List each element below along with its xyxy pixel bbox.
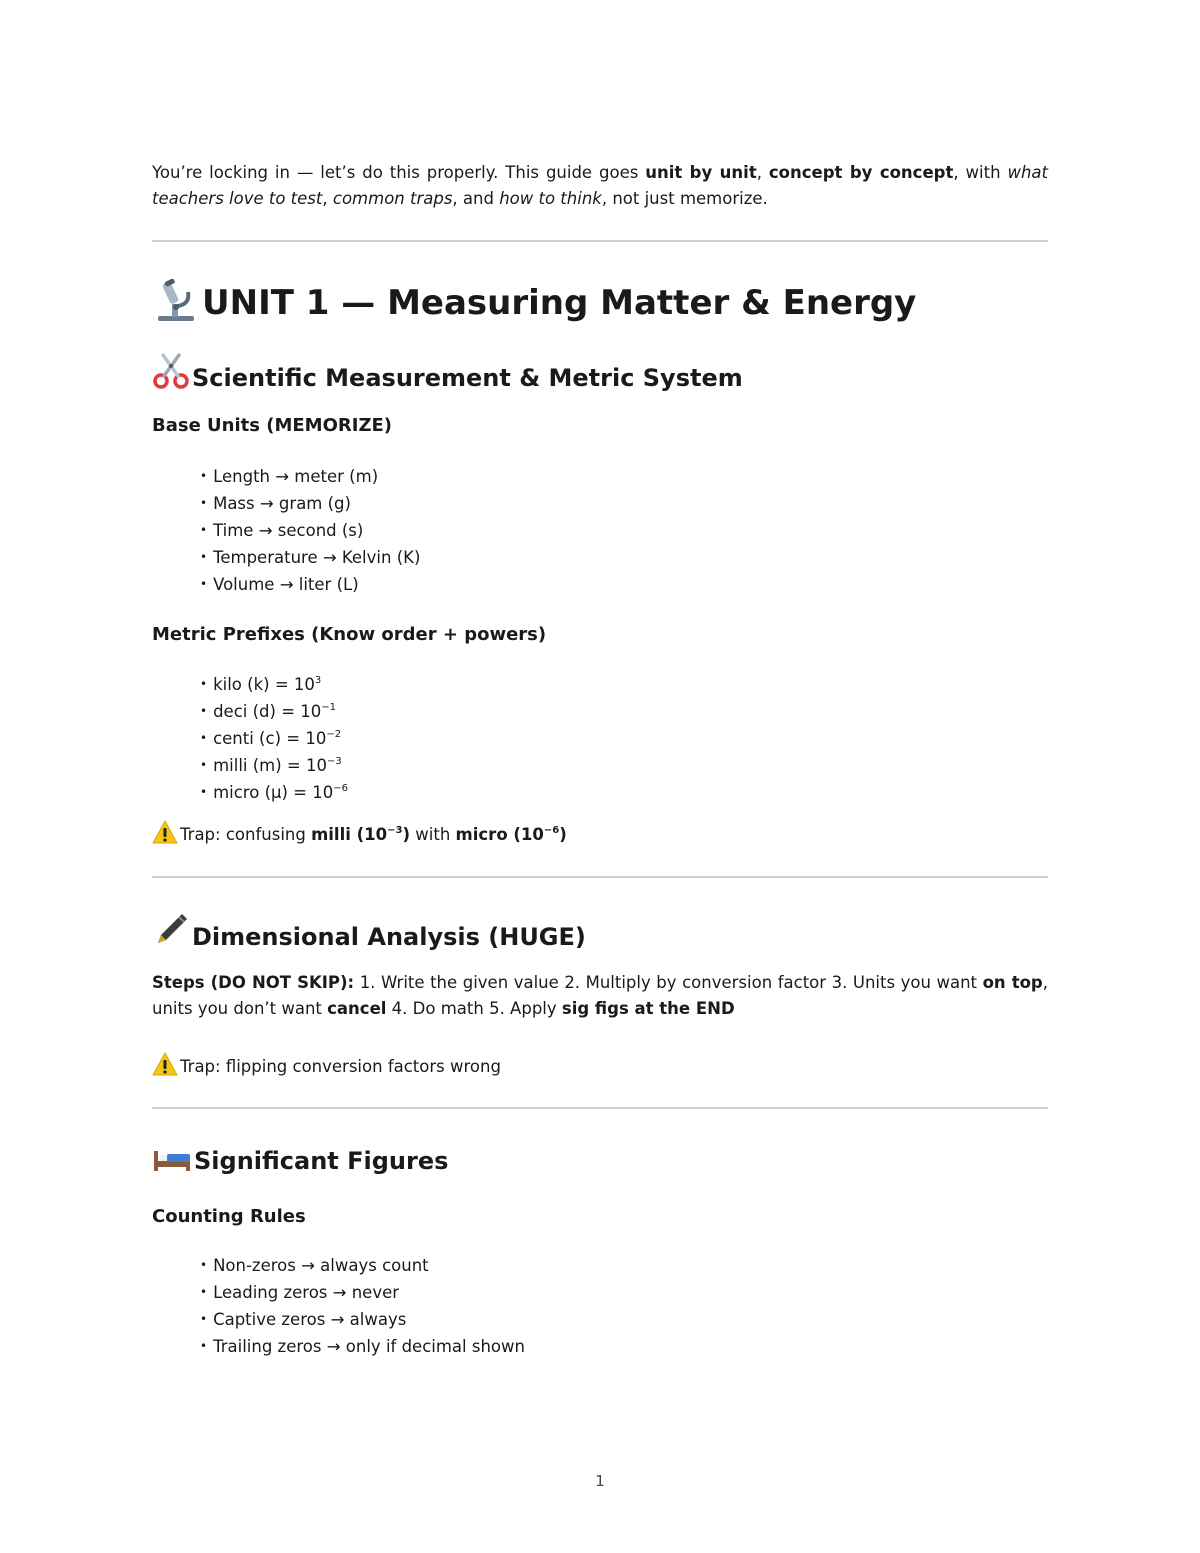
list-item: • Temperature → Kelvin (K) [200, 544, 420, 571]
list-item: • deci $(d) = 10^{-1}$ [200, 698, 348, 725]
prefixes-list [200, 671, 348, 806]
page-number: 1 [595, 1472, 605, 1490]
scissors-icon [152, 352, 190, 399]
microscope-icon [152, 276, 200, 337]
list-item: • Length → meter (m) [200, 463, 420, 490]
warning-icon [152, 1052, 178, 1084]
base-units-list [200, 463, 420, 598]
unit-title: UNIT 1 — Measuring Matter & Energy [152, 276, 916, 337]
counting-rules-heading: Counting Rules [152, 1206, 306, 1227]
list-item: • Trailing zeros → only if decimal shown [200, 1333, 525, 1360]
prefixes-heading: Metric Prefixes (Know order + powers) [152, 624, 547, 645]
divider [152, 1107, 1048, 1109]
list-item: • kilo $(k) = 10^3$ [200, 671, 348, 698]
trap-note-dimensional: Trap: flipping conversion factors wrong [152, 1052, 501, 1084]
list-item: • Non-zeros → always count [200, 1252, 525, 1279]
section-title-measurement: Scientific Measurement & Metric System [152, 352, 743, 399]
section-title-sigfigs: Significant Figures [152, 1143, 448, 1182]
intro-paragraph: You’re locking in — let’s do this properly. This guide goes unit by unit, concept by concept, with what teachers love to test, common traps, and how to think, not just memorize. [152, 163, 1048, 208]
divider [152, 876, 1048, 878]
divider [152, 240, 1048, 242]
section-title-dimensional: Dimensional Analysis (HUGE) [152, 911, 586, 958]
list-item: • milli $(m) = 10^{-3}$ [200, 752, 348, 779]
list-item: • Mass → gram (g) [200, 490, 420, 517]
list-item: • Leading zeros → never [200, 1279, 525, 1306]
list-item: • Volume → liter (L) [200, 571, 420, 598]
list-item: • Time → second (s) [200, 517, 420, 544]
list-item: • Captive zeros → always [200, 1306, 525, 1333]
steps-paragraph: Steps (DO NOT SKIP): 1. Write the given value 2. Multiply by conversion factor 3. Units you want on top, units you don’t want cancel 4. Do math 5. Apply sig figs at the END [152, 973, 1048, 1018]
trap-note-prefixes: Trap: confusing milli $(10^{-3})$ with micro $(10^{-6})$ [152, 820, 567, 852]
list-item: • centi $(c) = 10^{-2}$ [200, 725, 348, 752]
list-item: • micro $(\mu) = 10^{-6}$ [200, 779, 348, 806]
counting-rules-list [200, 1252, 525, 1360]
bed-icon [152, 1143, 192, 1182]
base-units-heading: Base Units (MEMORIZE) [152, 415, 393, 436]
pen-icon [152, 911, 190, 958]
warning-icon [152, 820, 178, 852]
